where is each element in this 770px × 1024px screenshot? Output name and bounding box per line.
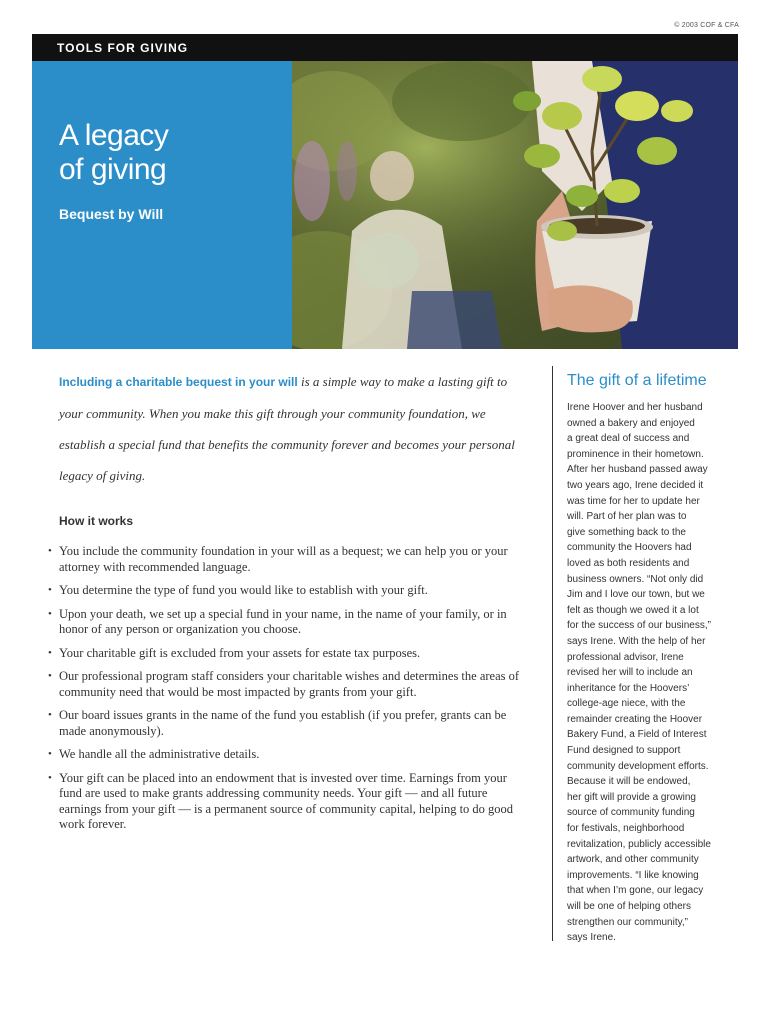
column-divider (552, 366, 553, 941)
sidebar-title: The gift of a lifetime (567, 372, 707, 389)
page-title: A legacy of giving (59, 119, 169, 186)
copyright-notice: © 2003 COF & CFA (674, 22, 739, 29)
list-item: • Our board issues grants in the name of the fund you establish (if you prefer, grants can be made anonymously). (48, 708, 523, 739)
gardening-photo (292, 61, 738, 349)
list-item: • We handle all the administrative details. (48, 747, 523, 763)
section-header-bar (32, 34, 738, 61)
list-item: • You include the community foundation in your will as a bequest; we can help you or your attorney with recommended language. (48, 544, 523, 575)
sidebar-story: Irene Hoover and her husband owned a bakery and enjoyed a great deal of success and prominence in their hometown. After her husband passed away two years ago, Irene decided it was time for her to update her will. Part of her plan was to give something back to the community the Hoovers had loved as both residents and business owners. “Not only did Jim and I love our town, but we felt as though we owed it a lot for the success of our business,” says Irene. With the help of her professional advisor, Irene revised her will to include an inheritance for the Hoovers’ college-age niece, with the remainder creating the Hoover Bakery Fund, a Field of Interest Fund designed to support community development efforts. Because it will be endowed, her gift will provide a growing source of community funding for festivals, neighborhood revitalization, publicly accessible artwork, and other community improvements. “I like knowing that when I’m gone, our legacy will be one of helping others strengthen our community,” says Irene. (567, 402, 711, 944)
intro-lead: Including a charitable bequest in your will (59, 375, 298, 389)
page-subtitle: Bequest by Will (59, 206, 164, 222)
intro-body: is a simple way to make a lasting gift to your community. When you make this gift through your community foundation, we establish a special fund that benefits the community forever and becomes your personal legacy of giving. (59, 374, 515, 483)
list-item: • Upon your death, we set up a special fund in your name, in the name of your family, or in honor of any person or organization you choose. (48, 607, 523, 638)
list-item: • Our professional program staff considers your charitable wishes and determines the areas of community need that would be most impacted by grants from your gift. (48, 669, 523, 700)
hero-title-panel (32, 61, 292, 349)
list-item: • You determine the type of fund you would like to establish with your gift. (48, 583, 523, 599)
list-item: • Your charitable gift is excluded from your assets for estate tax purposes. (48, 646, 523, 662)
section-label: TOOLS FOR GIVING (57, 41, 189, 55)
how-it-works-heading: How it works (59, 514, 134, 528)
hero-photo (292, 61, 738, 349)
intro-paragraph (59, 366, 519, 491)
list-item: • Your gift can be placed into an endowment that is invested over time. Earnings from your fund are used to make grants addressing community needs. Your gift — and all future earnings from your gift — is a permanent source of community capital, helping to do good work forever. (48, 771, 523, 833)
how-it-works-list (48, 544, 523, 841)
